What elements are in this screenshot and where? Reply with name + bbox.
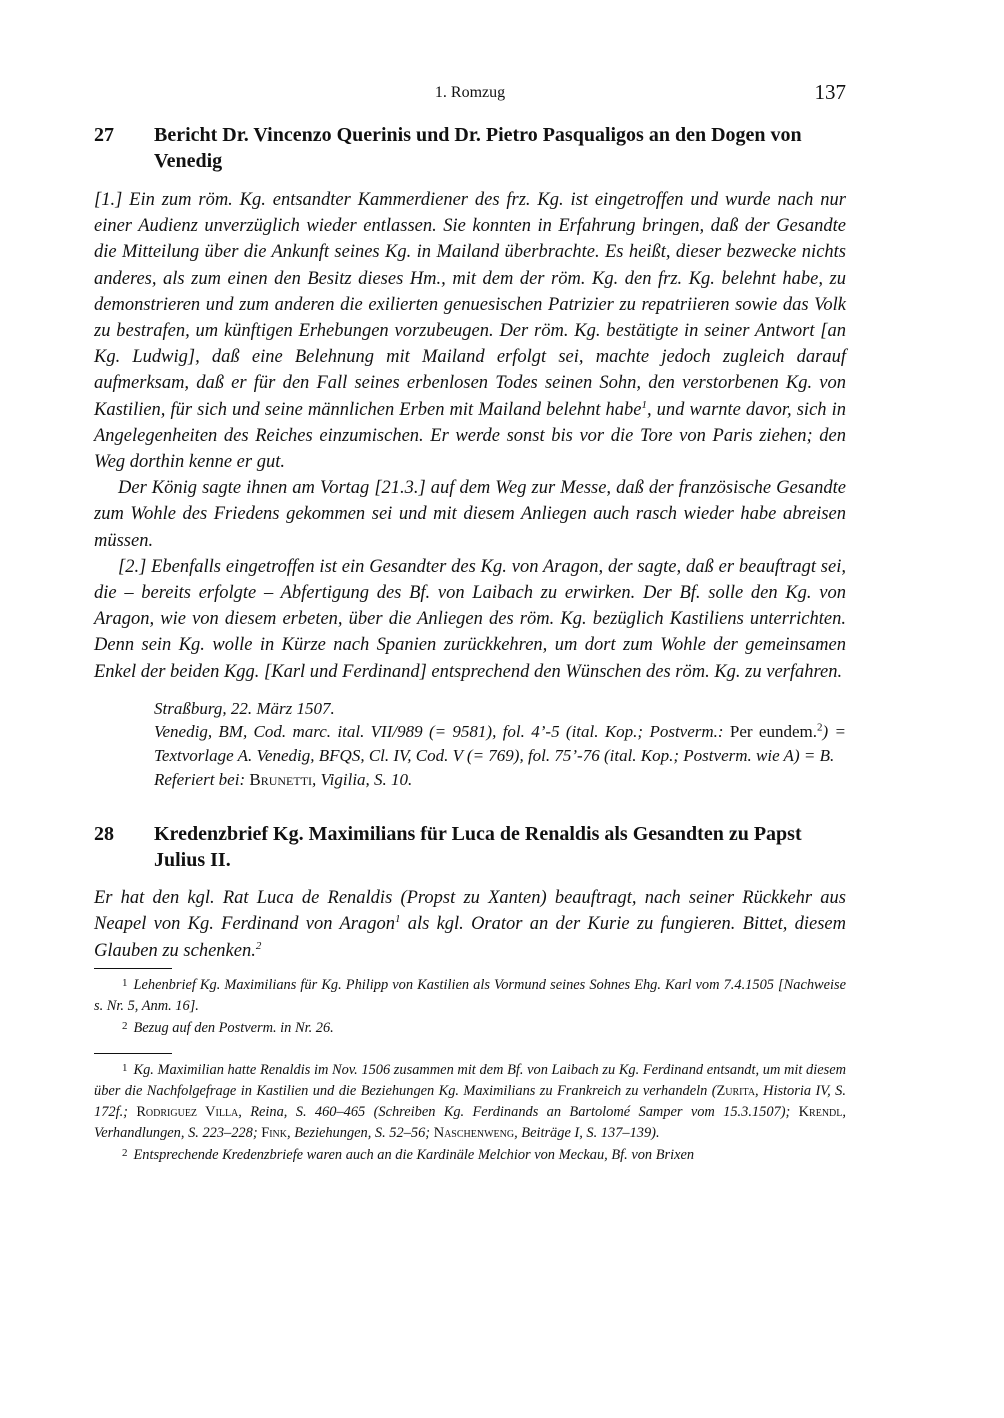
page-header: [94, 78, 846, 110]
place-date: Straßburg, 22. März 1507.: [154, 698, 335, 718]
document-27-paragraph-1: [1.] Ein zum röm. Kg. entsandter Kammerdiener des frz. Kg. ist eingetroffen und wurde nach nur einer Audienz unverzüglich wieder entlassen. Sie konnten in Erfahrung bringen, daß der Gesandte die Mitteilung über die Ankunft seines Kg. in Mailand überbrachte. Es heißt, dieser bezwecke nichts anderes, als zum einen den Besitz dieses Hm., mit dem der röm. Kg. den frz. Kg. belehnt habe, zu demonstrieren und zum anderen die exilierten genuesischen Patrizier zu repatriieren sowie das Volk zu bestrafen, um künftigen Erhebungen vorzubeugen. Der röm. Kg. bestätigte in seiner Antwort [an Kg. Ludwig], daß eine Belehnung mit Mailand erfolgt sei, machte jedoch zugleich darauf aufmerksam, daß er für den Fall seines erbenlosen Todes seinen Sohn, den verstorbenen Kg. von Kastilien, für sich und seine männlichen Erben mit Mailand belehnt habe$^1$, und warnte davor, sich in Angelegenheiten des Reiches einzumischen. Er werde sonst bis vor die Tore von Paris ziehen; den Weg dorthin kenne er gut.: [94, 190, 846, 473]
document-27-paragraph-3: [2.] Ebenfalls eingetroffen ist ein Gesandter des Kg. von Aragon, der sagte, daß er beauftragt sei, die – bereits erfolgte – Abfertigung des Bf. von Laibach zu erwirken. Der Bf. solle den Kg. von Aragon, wie von diesem erbeten, über die Anliegen des röm. Kg. bezüglich Kastiliens unterrichten. Denn sein Kg. wolle in Kürze nach Spanien zurückkehren, um dort zum Wohle der gemeinsamen Enkel der beiden Kgg. [Karl und Ferdinand] entsprechend den Wünschen des röm. Kg. zu verfahren.: [94, 556, 846, 682]
document-28-heading: [94, 821, 846, 873]
page: [94, 78, 846, 1166]
document-27-paragraph-2: Der König sagte ihnen am Vortag [21.3.] auf dem Weg zur Messe, daß der französische Gesandte zum Wohle des Friedens gekommen sei und mit diesem Anliegen auch rasch wieder habe abreisen müssen.: [94, 478, 846, 551]
footnote-marker: 2: [817, 721, 823, 734]
footnotes-document-28: [94, 1053, 846, 1166]
footnote: $^1$ Kg. Maximilian hatte Renaldis im Nov. 1506 zusammen mit dem Bf. von Laibach zu Kg. Ferdinand entsandt, um mit diesem über die Nachfolgefrage in Kastilien und die Beziehungen Kg. Maximilians zu Frankreich zu verhandeln (Zurita, Historia IV, S. 172f.; Rodriguez Villa, Reina, S. 460–465 (Schreiben Kg. Ferdinands an Bartolomé Samper vom 15.3.1507); Krendl, Verhandlungen, S. 223–228; Fink, Beziehungen, S. 52–56; Naschenweng, Beiträge I, S. 137–139).: [94, 1062, 846, 1141]
document-28-summary: Er hat den kgl. Rat Luca de Renaldis (Propst zu Xanten) beauftragt, nach seiner Rückkehr aus Neapel von Kg. Ferdinand von Aragon$^1$ als kgl. Orator an der Kurie zu fungieren. Bittet, diesem Glauben zu schenken.$^2$: [94, 888, 846, 961]
archive-reference: Venedig, BM, Cod. marc. ital. VII/989 (= 9581), fol. 4’-5 (ital. Kop.; Postverm.: Per eundem.$^2$) = Textvorlage A. Venedig, BFQS, Cl. IV, Cod. V (= 769), fol. 75’-76 (ital. Kop.; Postverm. wie A) = B.: [154, 721, 846, 766]
footnote: $^2$ Entsprechende Kredenzbriefe waren auch an die Kardinäle Melchior von Meckau, Bf. von Brixen: [122, 1147, 695, 1164]
footnote: $^1$ Lehenbrief Kg. Maximilians für Kg. Philipp von Kastilien als Vormund seines Sohnes Ehg. Karl vom 7.4.1505 [Nachweise s. Nr. 5, Anm. 16].: [94, 976, 846, 1014]
running-title: 1. Romzug: [434, 84, 506, 101]
footnote-marker: 1: [641, 398, 647, 411]
document-number: 27: [94, 124, 114, 146]
footnote-marker: 1: [394, 913, 401, 926]
footnotes-document-27: [94, 968, 846, 1039]
document-title: Bericht Dr. Vincenzo Querinis und Dr. Pietro Pasqualigos an den Dogen von Venedig: [154, 124, 802, 172]
footnote-divider: [94, 968, 172, 969]
footnote-marker: 2: [255, 939, 262, 952]
footnote: $^2$ Bezug auf den Postverm. in Nr. 26.: [122, 1020, 334, 1037]
document-title: Kredenzbrief Kg. Maximilians für Luca de Renaldis als Gesandten zu Papst Julius II.: [154, 823, 802, 872]
source-block: [154, 697, 846, 791]
footnote-divider: [94, 1053, 172, 1054]
document-27-heading: [94, 122, 846, 174]
literature-reference: Referiert bei: Brunetti, Vigilia, S. 10.: [154, 769, 413, 789]
page-number: 137: [814, 80, 846, 104]
document-number: 28: [94, 823, 114, 846]
